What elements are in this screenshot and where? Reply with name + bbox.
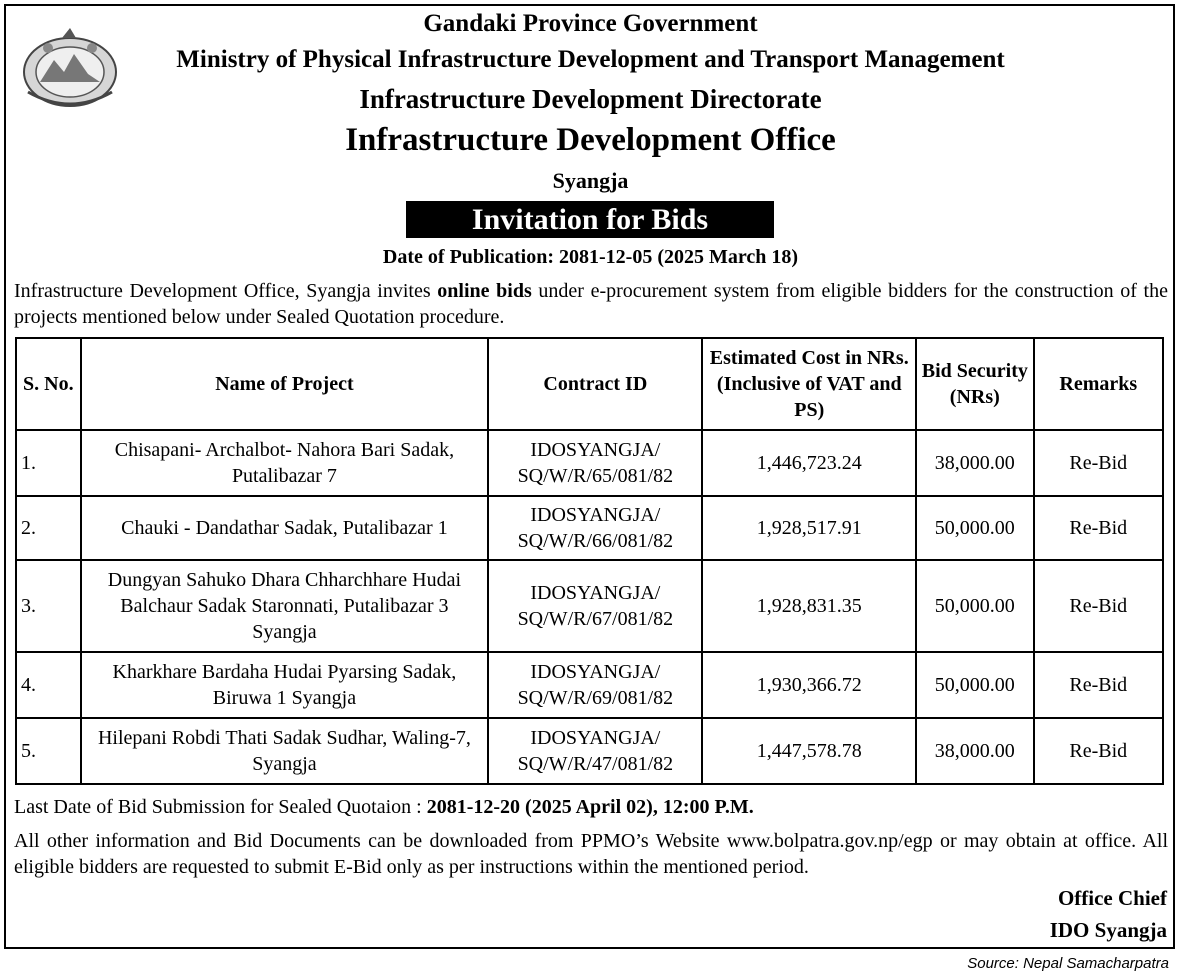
row-contract-id: IDOSYANGJA/ SQ/W/R/66/081/82	[488, 496, 702, 560]
row-remarks: Re-Bid	[1034, 560, 1163, 652]
row-contract-id: IDOSYANGJA/ SQ/W/R/67/081/82	[488, 560, 702, 652]
intro-bold: online bids	[437, 280, 532, 302]
intro-paragraph	[14, 278, 1168, 330]
signature-office: IDO Syangja	[1049, 918, 1167, 942]
row-security: 38,000.00	[916, 430, 1034, 496]
row-cost: 1,446,723.24	[702, 430, 916, 496]
office-location: Syangja	[552, 168, 629, 193]
deadline-value: 2081-12-20 (2025 April 02), 12:00 P.M.	[426, 796, 754, 818]
header-cost: Estimated Cost in NRs. (Inclusive of VAT and PS)	[702, 338, 916, 430]
row-cost: 1,930,366.72	[702, 652, 916, 718]
table-header-row	[16, 338, 1163, 430]
row-cost: 1,928,831.35	[702, 560, 916, 652]
intro-text-1: Infrastructure Development Office, Syangja invites	[14, 280, 438, 302]
row-remarks: Re-Bid	[1034, 718, 1163, 784]
projects-table	[15, 337, 1164, 785]
row-cost: 1,447,578.78	[702, 718, 916, 784]
row-remarks: Re-Bid	[1034, 430, 1163, 496]
row-contract-id: IDOSYANGJA/ SQ/W/R/69/081/82	[488, 652, 702, 718]
submission-deadline	[14, 796, 754, 819]
row-name: Hilepani Robdi Thati Sadak Sudhar, Waling-7, Syangja	[81, 718, 489, 784]
table-row	[16, 560, 1163, 652]
directorate-name: Infrastructure Development Directorate	[359, 84, 822, 114]
row-name: Chisapani- Archalbot- Nahora Bari Sadak, Putalibazar 7	[81, 430, 489, 496]
header-name: Name of Project	[81, 338, 489, 430]
row-security: 38,000.00	[916, 718, 1034, 784]
notice-title: Invitation for Bids	[406, 201, 774, 238]
row-security: 50,000.00	[916, 652, 1034, 718]
header-remarks: Remarks	[1034, 338, 1163, 430]
row-sn: 3.	[16, 560, 81, 652]
row-cost: 1,928,517.91	[702, 496, 916, 560]
table-row	[16, 430, 1163, 496]
signature-title: Office Chief	[1057, 886, 1167, 910]
row-sn: 1.	[16, 430, 81, 496]
row-contract-id: IDOSYANGJA/ SQ/W/R/47/081/82	[488, 718, 702, 784]
row-remarks: Re-Bid	[1034, 496, 1163, 560]
source-credit: Source: Nepal Samacharpatra	[967, 955, 1169, 972]
row-security: 50,000.00	[916, 560, 1034, 652]
intro-text-2: under e-procurement system from eligible bidders for the construction of the projects mentioned below under Sealed Quotation procedure.	[14, 280, 1168, 328]
header-contract-id: Contract ID	[488, 338, 702, 430]
row-name: Dungyan Sahuko Dhara Chharchhare Hudai Balchaur Sadak Staronnati, Putalibazar 3 Syangja	[81, 560, 489, 652]
row-remarks: Re-Bid	[1034, 652, 1163, 718]
row-security: 50,000.00	[916, 496, 1034, 560]
header-sn: S. No.	[16, 338, 81, 430]
table-row	[16, 718, 1163, 784]
header-security: Bid Security (NRs)	[916, 338, 1034, 430]
ministry-name: Ministry of Physical Infrastructure Development and Transport Management	[176, 46, 1005, 73]
publication-date: Date of Publication: 2081-12-05 (2025 March 18)	[382, 246, 799, 268]
table-row	[16, 496, 1163, 560]
row-sn: 5.	[16, 718, 81, 784]
row-name: Kharkhare Bardaha Hudai Pyarsing Sadak, Biruwa 1 Syangja	[81, 652, 489, 718]
row-name: Chauki - Dandathar Sadak, Putalibazar 1	[81, 496, 489, 560]
row-contract-id: IDOSYANGJA/ SQ/W/R/65/081/82	[488, 430, 702, 496]
row-sn: 2.	[16, 496, 81, 560]
table-row	[16, 652, 1163, 718]
deadline-label: Last Date of Bid Submission for Sealed Quotaion :	[14, 796, 427, 818]
info-paragraph: All other information and Bid Documents can be downloaded from PPMO’s Website www.bolpatra.gov.np/egp or may obtain at office. All eligible bidders are requested to submit E-Bid only as per instructions within the mentioned period.	[14, 830, 1168, 878]
office-name: Infrastructure Development Office	[345, 122, 836, 158]
row-sn: 4.	[16, 652, 81, 718]
province-name: Gandaki Province Government	[423, 10, 758, 37]
